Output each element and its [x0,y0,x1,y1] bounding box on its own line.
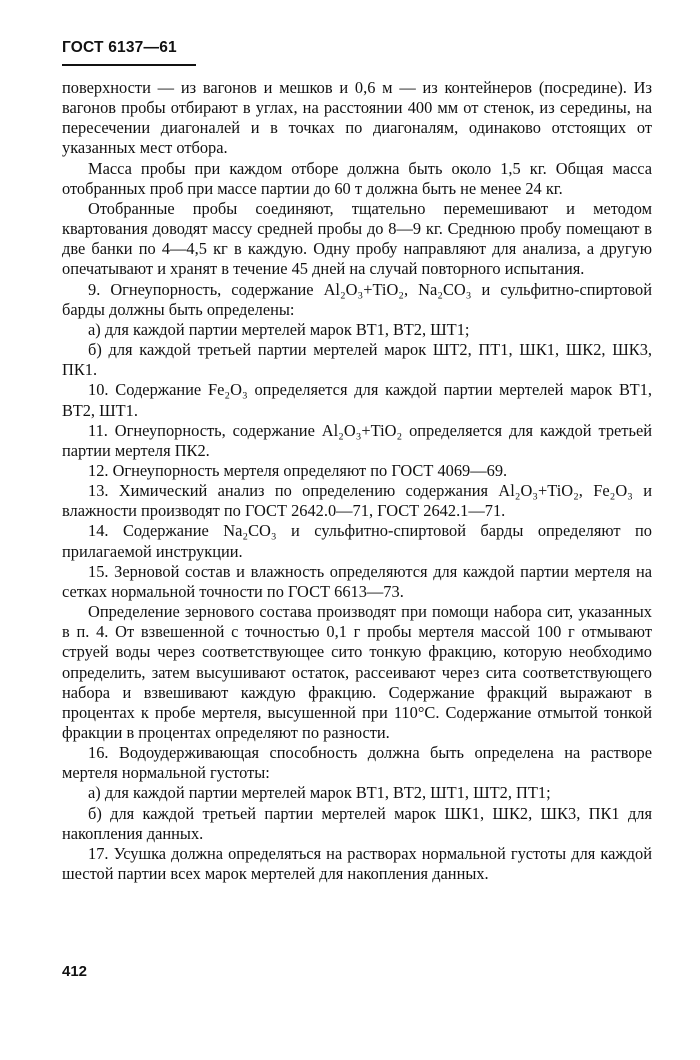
paragraph-sample-mixing: Отобранные пробы соединяют, тщательно перемешивают и методом квартования доводят массу средней пробы до 8—9 кг. Среднюю пробу помещают в две банки по 4—4,5 кг в каждую. Одну пробу направляют для анализа, а другую опечатывают и хранят в течение 45 дней на случай повторного испытания. [62,198,652,279]
paragraph-grain-composition: Определение зернового состава производят при помощи набора сит, указанных в п. 4. От взвешенной с точностью 0,1 г пробы мертеля массой 100 г отмывают струей воды через соответствующее сито тонкую фракцию, которую необходимо определить, затем высушивают остаток, рассеивают через сита соответствующего набора и взвешивают каждую фракцию. Содержание фракций выражают в процентах к пробе мертеля, высушенной при 110°С. Содержание отмытой тонкой фракции в процентах определяют по разности. [62,602,652,742]
clause-16: 16. Водоудерживающая способность должна быть определена на растворе мертеля нормальной густоты: [62,743,652,783]
clause-9-b: б) для каждой третьей партии мертелей марок ШТ2, ПТ1, ШК1, ШК2, ШК3, ПК1. [62,340,652,380]
clause-9: 9. Огнеупорность, содержание Al₂O₃+TiO₂, Na₂CO₃ и сульфитно-спиртовой барды должны быть определены: [62,279,652,319]
clause-10: 10. Содержание Fe₂O₃ определяется для каждой партии мертелей марок ВТ1, ВТ2, ШТ1. [62,380,652,420]
document-page [62,38,652,1028]
header-rule [62,64,196,66]
clause-15: 15. Зерновой состав и влажность определяются для каждой партии мертеля на сетках нормальной точности по ГОСТ 6613—73. [62,561,652,601]
paragraph-continuation: поверхности — из вагонов и мешков и 0,6 м — из контейнеров (посредине). Из вагонов пробы отбирают в углах, на расстоянии 400 мм от стенок, из середины, на пересечении диагоналей и в точках по диагоналям, одинаково отстоящих от указанных мест отбора. [62,78,652,158]
clause-13: 13. Химический анализ по определению содержания Al₂O₃+TiO₂, Fe₂O₃ и влажности производят по ГОСТ 2642.0—71, ГОСТ 2642.1—71. [62,481,652,521]
clause-12: 12. Огнеупорность мертеля определяют по ГОСТ 4069—69. [88,460,508,480]
standard-number-header: ГОСТ 6137—61 [62,39,177,56]
clause-17: 17. Усушка должна определяться на растворах нормальной густоты для каждой шестой партии всех марок мертелей для накопления данных. [62,843,652,884]
clause-14: 14. Содержание Na₂CO₃ и сульфитно-спиртовой барды определяют по прилагаемой инструкции. [62,521,652,561]
clause-9-a: а) для каждой партии мертелей марок ВТ1, ВТ2, ШТ1; [88,319,470,339]
clause-16-b: б) для каждой третьей партии мертелей марок ШК1, ШК2, ШК3, ПК1 для накопления данных. [62,803,652,843]
document-body [62,78,652,884]
clause-16-a: а) для каждой партии мертелей марок ВТ1, ВТ2, ШТ1, ШТ2, ПТ1; [88,783,551,803]
page-number: 412 [62,963,88,980]
clause-11: 11. Огнеупорность, содержание Al₂O₃+TiO₂ определяется для каждой третьей партии мертеля ПК2. [62,420,652,460]
paragraph-sample-mass: Масса пробы при каждом отборе должна быть около 1,5 кг. Общая масса отобранных проб при массе партии до 60 т должна быть не менее 24 кг. [62,158,652,198]
